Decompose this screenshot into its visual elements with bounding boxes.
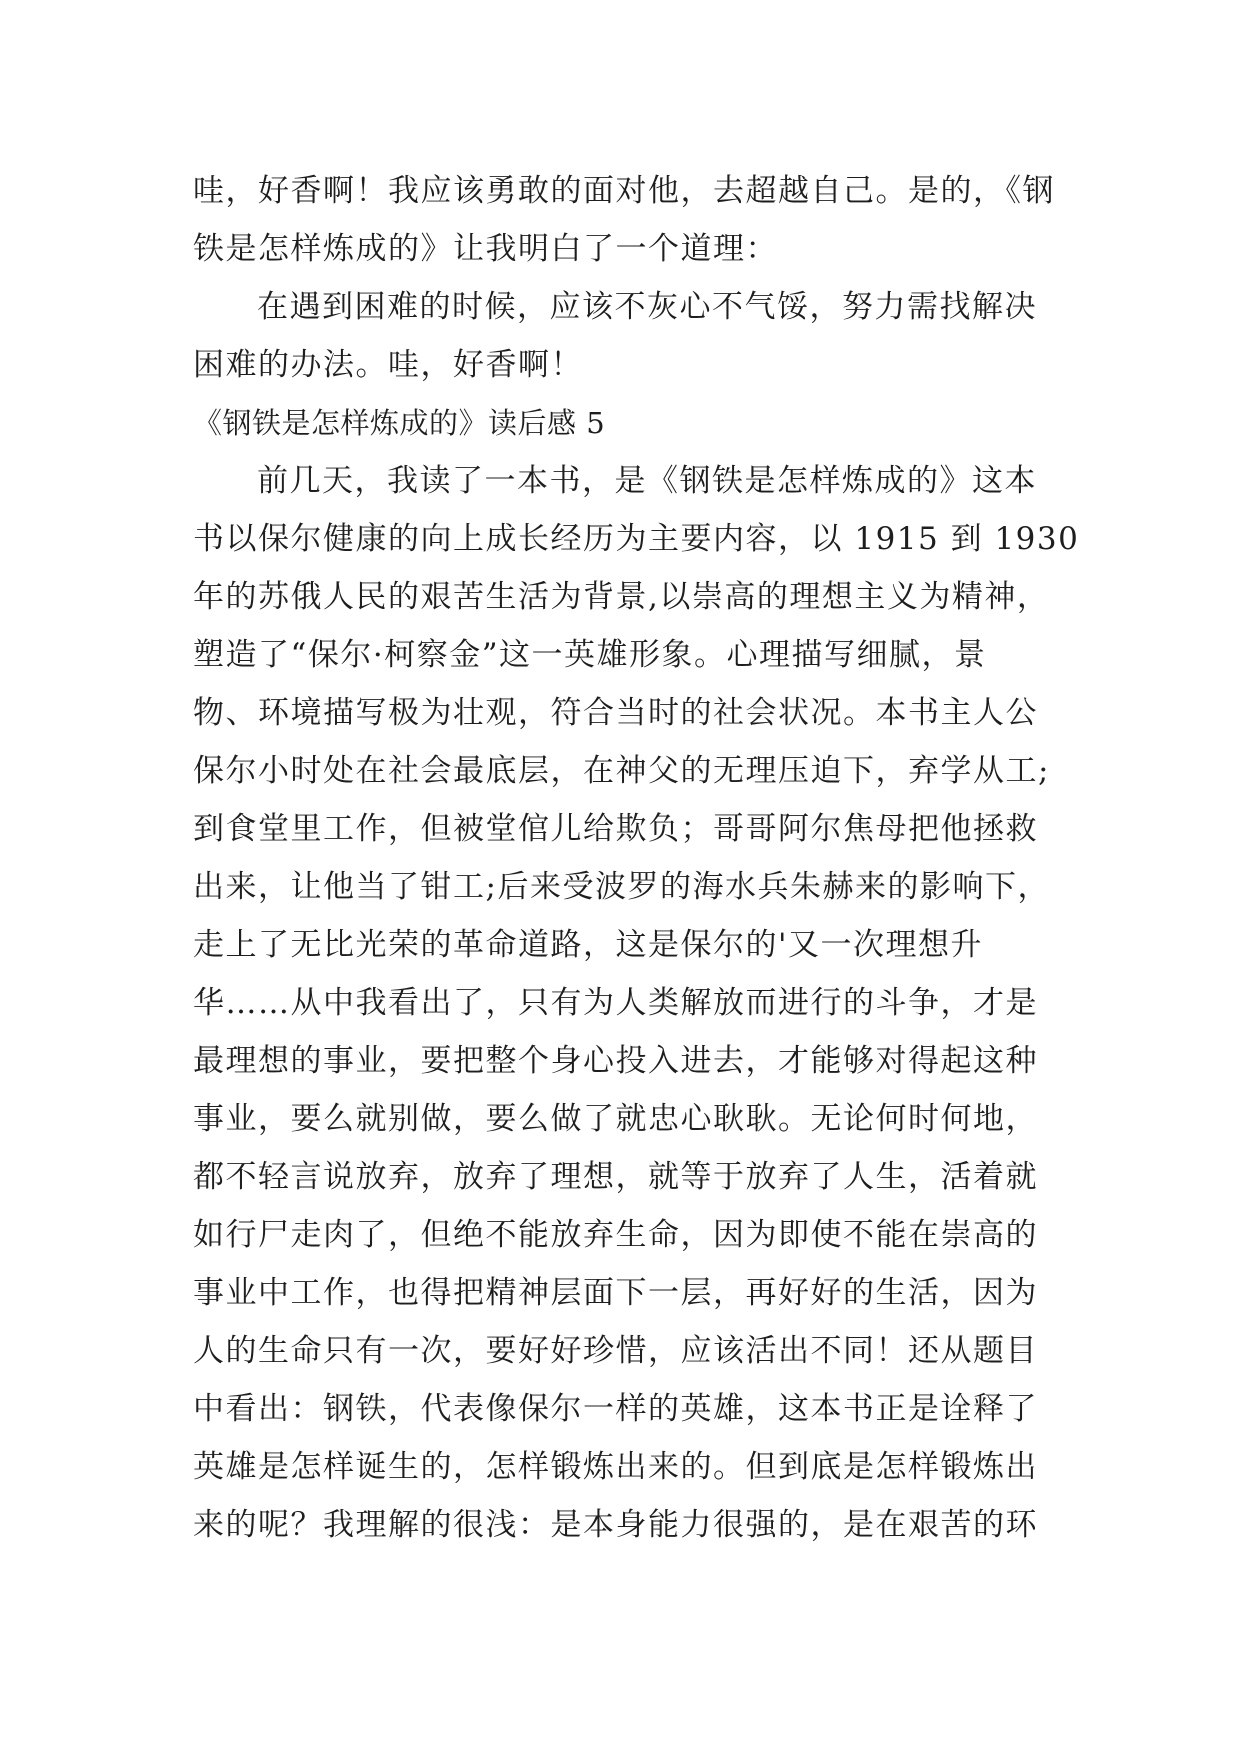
text-line: 最理想的事业，要把整个身心投入进去，才能够对得起这种 [193, 1043, 1038, 1079]
text-line: 来的呢？我理解的很浅：是本身能力很强的，是在艰苦的环 [193, 1507, 1038, 1543]
text-line: 书以保尔健康的向上成长经历为主要内容，以 1915 到 1930 [193, 521, 1080, 557]
text-line: 事业中工作，也得把精神层面下一层，再好好的生活，因为 [193, 1275, 1038, 1311]
text-line: 如行尸走肉了，但绝不能放弃生命，因为即使不能在崇高的 [193, 1217, 1038, 1253]
lesson-paragraph [193, 278, 1049, 394]
text-line: 困难的办法。哇，好香啊！ [193, 347, 583, 383]
text-line: 物、环境描写极为壮观，符合当时的社会状况。本书主人公 [193, 695, 1038, 731]
text-line: 出来，让他当了钳工;后来受波罗的海水兵朱赫来的影响下， [193, 869, 1050, 905]
text-line: 事业，要么就别做，要么做了就忠心耿耿。无论何时何地， [193, 1101, 1038, 1137]
text-line: 铁是怎样炼成的》让我明白了一个道理： [193, 231, 778, 267]
text-line: 保尔小时处在社会最底层，在神父的无理压迫下，弃学从工; [193, 753, 1050, 789]
text-line: 中看出：钢铁，代表像保尔一样的英雄，这本书正是诠释了 [193, 1391, 1038, 1427]
text-line: 哇，好香啊！我应该勇敢的面对他，去超越自己。是的，《钢 [193, 173, 1055, 209]
section-heading: 《钢铁是怎样炼成的》读后感 5 [193, 406, 606, 440]
text-line: 前几天，我读了一本书，是《钢铁是怎样炼成的》这本 [257, 463, 1037, 499]
text-line: 人的生命只有一次，要好好珍惜，应该活出不同！还从题目 [193, 1333, 1038, 1369]
text-line: 英雄是怎样诞生的，怎样锻炼出来的。但到底是怎样锻炼出 [193, 1449, 1038, 1485]
body-paragraph [193, 452, 1080, 1554]
text-line: 华……从中我看出了，只有为人类解放而进行的斗争，才是 [193, 985, 1038, 1021]
text-line: 到食堂里工作，但被堂倌儿给欺负；哥哥阿尔焦母把他拯救 [193, 811, 1038, 847]
text-line: 走上了无比光荣的革命道路，这是保尔的'又一次理想升 [193, 927, 984, 963]
text-line: 在遇到困难的时候，应该不灰心不气馁，努力需找解决 [257, 289, 1037, 325]
text-line: 年的苏俄人民的艰苦生活为背景,以崇高的理想主义为精神， [193, 579, 1050, 615]
text-line: 塑造了“保尔·柯察金”这一英雄形象。心理描写细腻，景 [193, 637, 987, 673]
text-line: 都不轻言说放弃，放弃了理想，就等于放弃了人生，活着就 [193, 1159, 1038, 1195]
document-body [193, 162, 1080, 1554]
intro-paragraph [193, 162, 1055, 278]
